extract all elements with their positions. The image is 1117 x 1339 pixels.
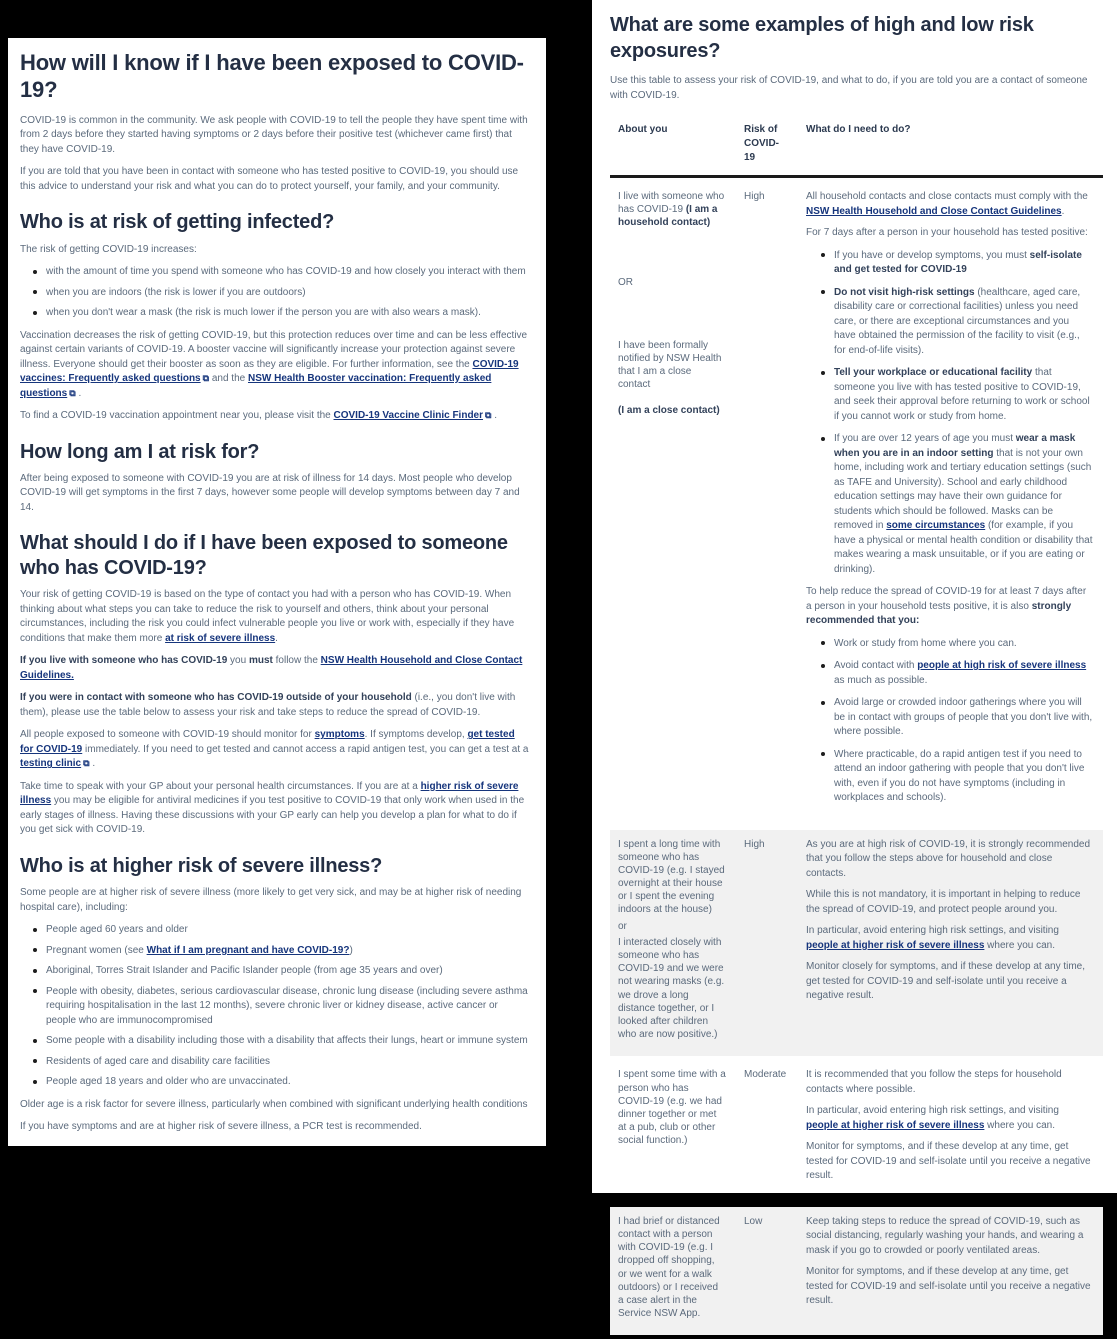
text: when you don't wear a mask (the risk is much lower if the person you are with also wears a mask). — [46, 307, 481, 319]
text: Monitor for symptoms, and if these develop at any time, get tested for COVID-19 and self-isolate until you receive a negative result. — [806, 1141, 1091, 1182]
text: Your risk of getting COVID-19 is based on the type of contact you had with a person who has COVID-19. When thinking about what steps you can take to reduce the risk to yourself and others, think about your personal circumstances, including the risk you could infect vulnerable people you live or work with, especially if they have conditions that make them more — [20, 589, 515, 644]
external-link-icon: ⧉ — [202, 373, 210, 384]
fact-sheet-page-right — [592, 0, 1117, 1320]
paragraph — [618, 190, 726, 230]
paragraph — [20, 728, 530, 772]
about-cell — [610, 182, 736, 826]
text: Who is at risk of getting infected? — [20, 211, 335, 234]
paragraph — [806, 1265, 1093, 1309]
bold-text: (I am a household contact) — [618, 204, 718, 229]
text: you may be eligible for antiviral medicines if you test positive to COVID-19 that only work when used in the early stages of illness. Having these discussions with your GP early can help you develop a plan for what to do if you get sick with COVID-19. — [20, 795, 525, 836]
paragraph — [20, 472, 530, 516]
text: . — [89, 758, 96, 770]
text: Keep taking steps to reduce the spread of COVID-19, such as social distancing, regularly washing your hands, and wearing a mask if you go to crowded or poorly ventilated areas. — [806, 1215, 1084, 1256]
about-cell — [610, 1207, 736, 1336]
list-item — [46, 1055, 530, 1070]
external-link-icon: ⧉ — [83, 758, 90, 769]
text: People with obesity, diabetes, serious cardiovascular disease, chronic lung disease (including severe asthma requiring hospitalisation in the last 12 months), severe chronic liver or kidney disease, active cancer or people who are immunocompromised — [46, 985, 528, 1026]
list-item — [46, 265, 530, 280]
todo-cell — [798, 182, 1103, 826]
left-page-content — [20, 50, 530, 1135]
text: For 7 days after a person in your household has tested positive: — [806, 227, 1088, 238]
paragraph — [806, 1104, 1093, 1133]
text: ) — [349, 944, 353, 956]
risk-cell: High — [736, 830, 798, 1057]
bold-text: strongly recommended that you: — [806, 600, 1072, 626]
text: Who is at higher risk of severe illness? — [20, 854, 383, 877]
text-link[interactable]: get tested for COVID-19 — [20, 729, 515, 755]
paragraph — [20, 409, 530, 424]
spacer — [618, 395, 726, 401]
paragraph — [806, 1215, 1093, 1259]
paragraph — [806, 226, 1093, 241]
bold-text: Do not visit high-risk settings — [834, 286, 975, 298]
external-link-icon: ⧉ — [69, 387, 76, 398]
risk-cell: Moderate — [744, 1069, 787, 1081]
text: To find a COVID-19 vaccination appointment near you, please visit the — [20, 410, 334, 422]
bold-text: Tell your workplace or educational facility — [834, 367, 1033, 378]
text-link[interactable]: NSW Health Household and Close Contact Guidelines. — [20, 655, 523, 681]
list-item — [46, 923, 530, 938]
paragraph — [618, 339, 726, 392]
text: you — [227, 655, 249, 667]
about-cell — [610, 1060, 736, 1203]
list-item — [834, 696, 1093, 740]
paragraph — [20, 588, 530, 646]
text: that is not your own home, including work and tertiary education settings (such as TAFE and University). School and early childhood education settings may have their own guidance for students which should be followed. Masks can be removed in — [834, 447, 1092, 531]
bold-text: If you live with someone who has COVID-19 — [20, 655, 228, 667]
external-link-icon: ⧉ — [485, 410, 492, 421]
text: . — [491, 410, 498, 422]
table-intro-paragraph: Use this table to assess your risk of COVID-19, and what to do, if you are told you are a contact of someone with COVID-19. — [610, 75, 1088, 101]
text: Residents of aged care and disability care facilities — [46, 1055, 271, 1067]
table-header-row — [610, 119, 1103, 178]
text: Aboriginal, Torres Strait Islander and Pacific Islander people (from age 35 years and over) — [46, 965, 443, 977]
text: After being exposed to someone with COVID-19 you are at risk of illness for 14 days. Most people who develop COVID-19 will get symptoms in the first 7 days, however some people will develop symptoms between day 7 and 14. — [20, 472, 520, 513]
text: If you are over 12 years of age you must — [834, 433, 1016, 444]
text: or — [618, 920, 627, 932]
text: with the amount of time you spend with someone who has COVID-19 and how closely you interact with them — [46, 266, 526, 278]
text: Work or study from home where you can. — [834, 637, 1017, 649]
paragraph — [618, 838, 726, 917]
text: where you can. — [984, 939, 1056, 951]
text-link[interactable]: people at high risk of severe illness — [917, 660, 1087, 671]
text: and the — [209, 373, 248, 385]
text: What should I do if I have been exposed to someone who has COVID-19? — [20, 532, 508, 579]
bullet-list — [30, 923, 530, 1090]
paragraph — [20, 654, 530, 683]
section-heading — [20, 531, 530, 580]
text: immediately. If you need to get tested and cannot access a rapid antigen test, you can get a test at a — [82, 743, 529, 755]
text: To help reduce the spread of COVID-19 for at least 7 days after a person in your household tests positive, it is also — [806, 586, 1087, 612]
bullet-list — [818, 637, 1093, 806]
text: How will I know if I have been exposed to COVID-19? — [20, 50, 524, 102]
list-item — [834, 366, 1093, 424]
text-link[interactable]: at risk of severe illness — [165, 632, 276, 644]
bullet-list — [818, 249, 1093, 578]
text-link[interactable]: symptoms — [314, 729, 365, 741]
text-link[interactable]: some circumstances — [886, 520, 986, 531]
text: when you are indoors (the risk is lower if you are outdoors) — [46, 286, 306, 298]
text: as much as possible. — [834, 674, 928, 686]
text: In particular, avoid entering high risk settings, and visiting — [806, 1105, 1059, 1117]
text: COVID-19 is common in the community. We ask people with COVID-19 to tell the people they have spent time with from 2 days before they started having symptoms or 2 days before their positive test (whichever came first) that they have COVID-19. — [20, 114, 528, 155]
list-item — [46, 1075, 530, 1090]
list-item — [834, 659, 1093, 688]
paragraph — [618, 936, 726, 1042]
text: People aged 60 years and older — [46, 924, 188, 936]
column-header-risk: Risk of COVID-19 — [736, 119, 798, 178]
text: If you are told that you have been in contact with someone who has tested positive to COVID-19, you should use this advice to understand your risk and what you can do to protect yourself, your family, and your community. — [20, 166, 519, 192]
table-row — [610, 182, 1103, 826]
todo-cell — [798, 1060, 1103, 1203]
text: Some people with a disability including those with a disability that affects their lungs, heart or immune system — [46, 1035, 528, 1047]
list-item — [834, 637, 1093, 652]
paragraph — [806, 888, 1093, 917]
bold-text: (I am a close contact) — [618, 404, 720, 416]
section-heading — [20, 210, 530, 234]
list-item — [834, 249, 1093, 278]
text: Take time to speak with your GP about your personal health circumstances. If you are at a — [20, 780, 421, 792]
text: Older age is a risk factor for severe illness, particularly when combined with significant underlying health conditions — [20, 1098, 528, 1110]
text: where you can. — [984, 1119, 1056, 1131]
paragraph — [618, 276, 726, 289]
text: If you have or develop symptoms, you must — [834, 249, 1030, 261]
paragraph — [806, 838, 1093, 882]
list-item — [834, 748, 1093, 806]
list-item — [46, 1034, 530, 1049]
paragraph — [20, 1098, 530, 1113]
paragraph — [806, 924, 1093, 953]
text: . If symptoms develop, — [364, 729, 468, 741]
paragraph — [806, 1140, 1093, 1184]
text: I have been formally notified by NSW Health that I am a close contact — [618, 339, 722, 391]
paragraph — [618, 404, 726, 417]
text: . — [1061, 205, 1065, 217]
paragraph — [618, 1068, 726, 1147]
text: I spent some time with a person who has COVID-19 (e.g. we had dinner together or met at a pub, club or other social function.) — [618, 1069, 726, 1147]
risk-cell: Low — [736, 1207, 798, 1336]
text: In particular, avoid entering high risk settings, and visiting — [806, 925, 1059, 936]
page-title: What are some examples of high and low risk exposures? — [610, 14, 1034, 62]
todo-cell — [798, 1207, 1103, 1336]
text-link[interactable]: COVID-19 Vaccine Clinic Finder — [333, 410, 484, 422]
text-link[interactable]: higher risk of severe illness — [20, 780, 519, 807]
list-item — [46, 964, 530, 979]
table-row — [610, 1207, 1103, 1336]
paragraph — [20, 165, 530, 194]
text: Where practicable, do a rapid antigen test if you need to attend an indoor gathering with people that you don't live with, even if you do not have symptoms (including in workplaces and schools). — [834, 748, 1085, 803]
paragraph — [20, 243, 530, 258]
text-link[interactable]: NSW Health Booster vaccination: Frequently asked questions — [20, 373, 492, 399]
spacer — [618, 292, 726, 336]
paragraph — [20, 114, 530, 158]
text: (healthcare, aged care, disability care or correctional facilities) unless you need care, or there are exceptional circumstances and you have obtained the permission of the facility to visit (e.g., for end-of-life visits). — [834, 286, 1081, 356]
section-heading — [20, 50, 530, 104]
bold-text: self-isolate and get tested for COVID-19 — [834, 249, 1082, 275]
text: (i.e., you don't live with them), please use the table below to assess your risk and take steps to reduce the spread of COVID-19. — [20, 692, 516, 718]
paragraph — [618, 920, 726, 933]
paragraph — [20, 886, 530, 915]
spacer — [618, 233, 726, 273]
text: The risk of getting COVID-19 increases: — [20, 243, 197, 255]
paragraph — [806, 960, 1093, 1004]
text: that someone you live with has tested positive to COVID-19, and seek their approval before returning to work or school if you cannot work or study from home. — [834, 367, 1090, 422]
column-header-about-you: About you — [610, 119, 736, 178]
text: Avoid large or crowded indoor gatherings where you will be in contact with groups of people that you don't live with, where possible. — [834, 697, 1093, 737]
paragraph — [618, 1215, 726, 1321]
section-heading — [20, 854, 530, 878]
text-link[interactable]: people at higher risk of severe illness — [806, 939, 985, 951]
text: All people exposed to someone with COVID-19 should monitor for — [20, 729, 315, 741]
text: It is recommended that you follow the steps for household contacts where possible. — [806, 1069, 1062, 1095]
table-row — [610, 830, 1103, 1057]
text: I live with someone who has COVID-19 — [618, 191, 725, 216]
risk-exposure-table — [610, 115, 1103, 1339]
text: Some people are at higher risk of severe illness (more likely to get very sick, and may be at higher risk of needing hospital care), including: — [20, 887, 522, 913]
bullet-list — [30, 265, 530, 321]
text: I interacted closely with someone who has COVID-19 and we were not wearing masks (e.g. we drove a long distance together, or I looked after children who are now positive.) — [618, 936, 725, 1041]
risk-cell: High — [744, 191, 765, 202]
text: follow the — [272, 655, 321, 667]
list-item — [834, 286, 1093, 359]
paragraph — [20, 780, 530, 838]
text: Monitor for symptoms, and if these develop at any time, get tested for COVID-19 and self-isolate until you receive a negative result. — [806, 1266, 1091, 1307]
fact-sheet-page-left — [8, 38, 546, 1146]
paragraph — [806, 190, 1093, 219]
about-cell — [610, 830, 736, 1057]
paragraph — [20, 1120, 530, 1135]
bold-text: If you were in contact with someone who has COVID-19 outside of your household — [20, 692, 412, 704]
text: I had brief or distanced contact with a person with COVID-19 (e.g. I dropped off shopping, or we went for a walk outdoors) or I received a case alert in the Service NSW App. — [618, 1215, 720, 1320]
text-link[interactable]: What if I am pregnant and have COVID-19? — [146, 944, 350, 956]
text: OR — [618, 276, 633, 288]
text: All household contacts and close contacts must comply with the — [806, 191, 1088, 202]
text: While this is not mandatory, it is important in helping to reduce the spread of COVID-19, and protect people around you. — [806, 889, 1081, 915]
paragraph — [20, 329, 530, 402]
table-row — [610, 1060, 1103, 1203]
text: I spent a long time with someone who has COVID-19 (e.g. I stayed overnight at their house or I spent the evening indoors at the house) — [618, 838, 725, 916]
text-link[interactable]: NSW Health Household and Close Contact Guidelines — [806, 205, 1062, 217]
list-item — [46, 286, 530, 301]
text: Monitor closely for symptoms, and if these develop at any time, get tested for COVID-19 and self-isolate until you receive a negative result. — [806, 961, 1086, 1001]
list-item — [46, 944, 530, 959]
text: People aged 18 years and older who are unvaccinated. — [46, 1076, 291, 1088]
text: . — [75, 387, 82, 399]
paragraph — [20, 691, 530, 720]
list-item — [46, 985, 530, 1029]
text: As you are at high risk of COVID-19, it is strongly recommended that you follow the steps above for household and close contacts. — [806, 838, 1091, 879]
text-link[interactable]: testing clinic — [20, 758, 82, 770]
text: . — [275, 632, 278, 644]
section-heading — [20, 440, 530, 464]
text: Vaccination decreases the risk of getting COVID-19, but this protection reduces over time and can be less effective against certain variants of COVID-19. A booster vaccine will significantly increase your protection against severe illness. Everyone should get their booster as soon as they are eligible. For further information, see the — [20, 329, 528, 370]
todo-cell — [798, 830, 1103, 1057]
text-link[interactable]: COVID-19 vaccines: Frequently asked questions — [20, 358, 519, 385]
text: Pregnant women (see — [46, 944, 147, 956]
list-item — [834, 432, 1093, 577]
text: How long am I at risk for? — [20, 440, 260, 463]
text: Avoid contact with — [834, 660, 918, 671]
paragraph — [806, 1068, 1093, 1097]
bold-text: must — [248, 655, 273, 667]
paragraph — [806, 585, 1093, 629]
column-header-what-to-do: What do I need to do? — [798, 119, 1103, 178]
list-item — [46, 306, 530, 321]
text: If you have symptoms and are at higher risk of severe illness, a PCR test is recommended. — [20, 1121, 422, 1133]
text-link[interactable]: people at higher risk of severe illness — [806, 1119, 985, 1131]
text: (for example, if you have a physical or mental health condition or disability that makes wearing a mask unsuitable, or if you are eating or drinking). — [834, 520, 1093, 575]
bold-text: wear a mask when you are in an indoor setting — [834, 433, 1076, 459]
